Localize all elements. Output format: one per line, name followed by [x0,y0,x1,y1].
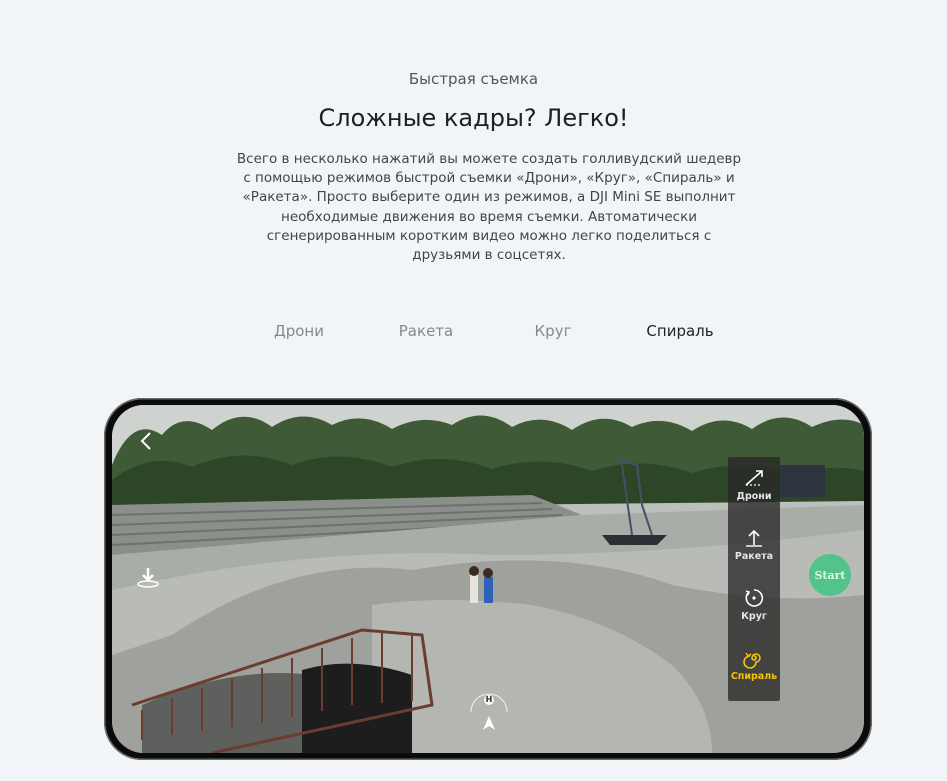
circle-icon [743,587,765,609]
rocket-icon [743,527,765,549]
start-button[interactable]: Start [809,554,851,596]
compass [467,690,511,740]
dronie-icon [743,467,765,489]
mode-dronie[interactable] [728,461,780,519]
section-description: Всего в несколько нажатий вы можете создать голливудский шедевр с помощью режимов быстрой съемки «Дрони», «Круг», «Спираль» и «Ракета». Просто выберите один из режимов, а DJI Mini SE выполнит необходимые движения во время съемки. Автоматически сгенерированным коротким видео можно легко поделиться с друзьями в соцсетях. [236,151,742,264]
mode-circle[interactable] [728,581,780,639]
back-arrow-icon[interactable] [136,429,156,453]
tab-helix[interactable]: Спираль [646,322,714,340]
helix-icon [743,647,765,669]
mode-helix[interactable] [728,641,780,699]
mode-label: Дрони [736,491,772,502]
drone-camera-view [112,405,864,753]
tab-dronie[interactable]: Дрони [274,322,324,340]
mode-label: Ракета [734,551,774,562]
mode-label: Спираль [730,671,778,682]
phone-frame [104,398,872,760]
quickshot-mode-panel [728,457,780,701]
section-title: Сложные кадры? Легко! [318,104,629,132]
tab-rocket[interactable]: Ракета [398,322,454,340]
mode-label: Круг [741,611,767,622]
tab-circle[interactable]: Круг [534,322,572,340]
eyebrow-label: Быстрая съемка [408,70,539,88]
mode-tabs [0,322,947,346]
download-icon[interactable] [134,565,162,589]
compass-home-letter: H [485,695,493,704]
mode-rocket[interactable] [728,521,780,579]
